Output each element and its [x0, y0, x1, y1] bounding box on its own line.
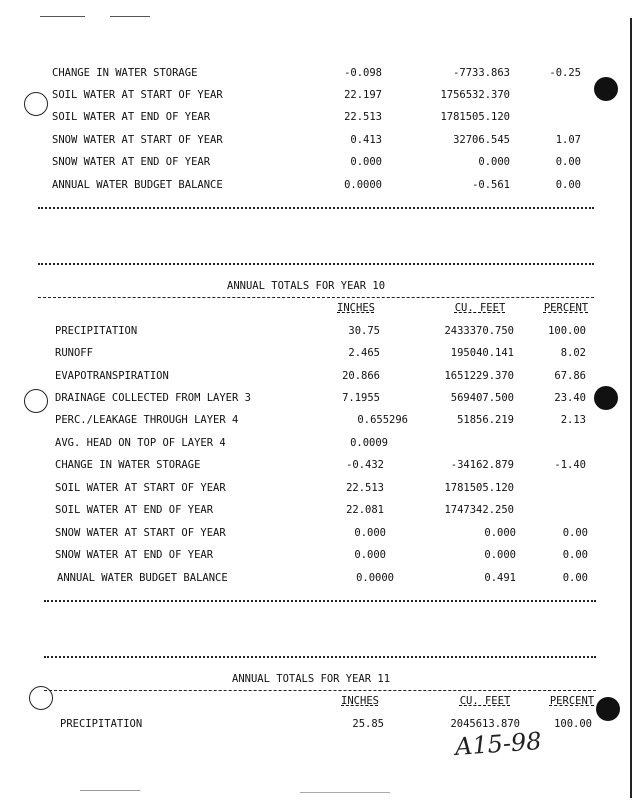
row-percent: 100.00: [548, 325, 586, 337]
row-inches: 2.465: [348, 347, 380, 359]
row-inches: 0.655296: [357, 414, 408, 426]
row-percent: -0.25: [549, 67, 581, 79]
row-cuft: 1651229.370: [444, 370, 514, 382]
header-cuft: CU. FEET: [459, 695, 511, 707]
row-label: DRAINAGE COLLECTED FROM LAYER 3: [55, 392, 251, 404]
row-inches: 0.0000: [344, 179, 382, 191]
row-cuft: -34162.879: [450, 459, 514, 471]
row-label: SOIL WATER AT START OF YEAR: [52, 89, 223, 101]
row-cuft: 32706.545: [453, 134, 510, 146]
header-inches: INCHES: [337, 302, 375, 314]
section-title: ANNUAL TOTALS FOR YEAR 10: [227, 280, 386, 292]
binder-dot-icon: [594, 386, 618, 410]
asterisk-separator: [38, 207, 594, 209]
row-inches: 22.081: [346, 504, 384, 516]
row-cuft: 1756532.370: [440, 89, 510, 101]
row-label: PRECIPITATION: [60, 718, 143, 730]
row-label: AVG. HEAD ON TOP OF LAYER 4: [55, 437, 226, 449]
binder-dot-icon: [594, 77, 618, 101]
row-inches: 30.75: [348, 325, 380, 337]
row-cuft: 569407.500: [450, 392, 514, 404]
row-inches: 0.000: [350, 156, 382, 168]
row-percent: 1.07: [555, 134, 581, 146]
row-label: PERC./LEAKAGE THROUGH LAYER 4: [55, 414, 239, 426]
row-cuft: 0.000: [484, 549, 516, 561]
row-inches: 0.000: [354, 527, 386, 539]
row-percent: 8.02: [560, 347, 586, 359]
row-label: SOIL WATER AT END OF YEAR: [55, 504, 214, 516]
punch-hole-icon: [24, 389, 48, 413]
header-cuft: CU. FEET: [454, 302, 506, 314]
row-percent: 23.40: [554, 392, 586, 404]
row-cuft: 1781505.120: [440, 111, 510, 123]
row-percent: 2.13: [560, 414, 586, 426]
row-inches: 22.513: [346, 482, 384, 494]
row-label: SNOW WATER AT START OF YEAR: [55, 527, 226, 539]
row-label: PRECIPITATION: [55, 325, 138, 337]
row-cuft: 51856.219: [457, 414, 514, 426]
row-percent: 67.86: [554, 370, 586, 382]
page-edge: [630, 18, 632, 798]
row-percent: 0.00: [562, 572, 588, 584]
scan-speck: [80, 790, 140, 791]
row-inches: 7.1955: [342, 392, 380, 404]
asterisk-separator: [38, 263, 594, 265]
row-inches: 0.000: [354, 549, 386, 561]
row-label: CHANGE IN WATER STORAGE: [55, 459, 201, 471]
row-inches: 22.513: [344, 111, 382, 123]
row-percent: 100.00: [554, 718, 592, 730]
header-inches: INCHES: [341, 695, 379, 707]
row-cuft: 2433370.750: [444, 325, 514, 337]
row-inches: 0.0000: [356, 572, 394, 584]
row-cuft: 0.000: [484, 527, 516, 539]
row-cuft: 1781505.120: [444, 482, 514, 494]
row-cuft: -0.561: [472, 179, 510, 191]
row-label: SOIL WATER AT END OF YEAR: [52, 111, 211, 123]
row-label: CHANGE IN WATER STORAGE: [52, 67, 198, 79]
scan-speck: [110, 16, 150, 17]
header-percent: PERCENT: [549, 695, 595, 707]
row-inches: 25.85: [352, 718, 384, 730]
dashed-separator: [38, 297, 594, 298]
row-label: ANNUAL WATER BUDGET BALANCE: [57, 572, 228, 584]
asterisk-separator: [44, 600, 596, 602]
asterisk-separator: [44, 656, 596, 658]
row-inches: -0.098: [344, 67, 382, 79]
row-cuft: 0.000: [478, 156, 510, 168]
dashed-separator: [44, 690, 596, 691]
row-label: ANNUAL WATER BUDGET BALANCE: [52, 179, 223, 191]
row-inches: 22.197: [344, 89, 382, 101]
row-inches: 0.413: [350, 134, 382, 146]
row-percent: 0.00: [555, 179, 581, 191]
handwritten-note: A15-98: [454, 727, 543, 761]
row-label: SNOW WATER AT END OF YEAR: [52, 156, 211, 168]
row-percent: -1.40: [554, 459, 586, 471]
row-percent: 0.00: [562, 549, 588, 561]
row-label: RUNOFF: [55, 347, 93, 359]
row-cuft: 1747342.250: [444, 504, 514, 516]
punch-hole-icon: [24, 92, 48, 116]
row-label: EVAPOTRANSPIRATION: [55, 370, 169, 382]
row-inches: -0.432: [346, 459, 384, 471]
row-inches: 20.866: [342, 370, 380, 382]
row-percent: 0.00: [562, 527, 588, 539]
scan-speck: [40, 16, 85, 17]
row-cuft: 2045613.870: [450, 718, 520, 730]
row-label: SNOW WATER AT START OF YEAR: [52, 134, 223, 146]
header-percent: PERCENT: [543, 302, 589, 314]
section-title: ANNUAL TOTALS FOR YEAR 11: [232, 673, 391, 685]
row-cuft: 195040.141: [450, 347, 514, 359]
row-cuft: -7733.863: [453, 67, 510, 79]
scan-speck: [300, 792, 390, 793]
row-cuft: 0.491: [484, 572, 516, 584]
row-label: SOIL WATER AT START OF YEAR: [55, 482, 226, 494]
row-inches: 0.0009: [350, 437, 388, 449]
row-label: SNOW WATER AT END OF YEAR: [55, 549, 214, 561]
row-percent: 0.00: [555, 156, 581, 168]
